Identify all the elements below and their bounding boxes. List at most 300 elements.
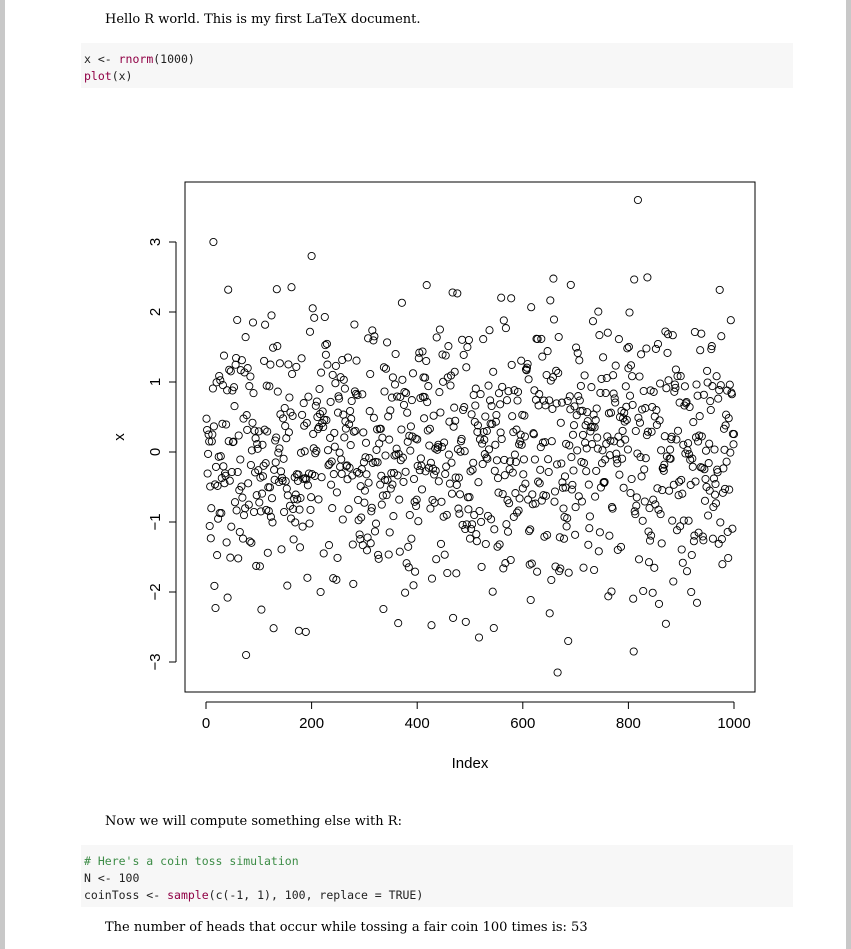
data-point — [586, 525, 593, 532]
data-point — [235, 432, 242, 439]
data-point — [456, 491, 463, 498]
y-tick-label: 1 — [147, 377, 164, 387]
data-point — [231, 403, 238, 410]
data-point — [693, 381, 700, 388]
data-point — [615, 336, 622, 343]
data-point — [672, 366, 679, 373]
data-point — [636, 373, 643, 380]
data-point — [612, 399, 619, 406]
data-point — [717, 519, 724, 526]
data-point — [707, 398, 714, 405]
data-point — [689, 463, 696, 470]
data-point — [548, 438, 555, 445]
data-point — [333, 489, 340, 496]
data-point — [448, 490, 455, 497]
data-point — [284, 492, 291, 499]
data-point — [569, 481, 576, 488]
data-point — [336, 449, 343, 456]
data-point — [499, 490, 506, 497]
data-point — [437, 409, 444, 416]
data-point — [586, 513, 593, 520]
code-fn-plot: plot — [84, 69, 112, 83]
data-point — [493, 411, 500, 418]
data-point — [248, 539, 255, 546]
data-point — [460, 351, 467, 358]
data-point — [658, 447, 665, 454]
data-point — [659, 487, 666, 494]
data-point — [688, 588, 695, 595]
data-point — [596, 332, 603, 339]
data-point — [366, 408, 373, 415]
data-point — [485, 446, 492, 453]
data-point — [551, 488, 558, 495]
data-points — [203, 196, 738, 676]
data-point — [558, 460, 565, 467]
data-point — [711, 446, 718, 453]
data-point — [497, 401, 504, 408]
data-point — [372, 520, 379, 527]
data-point — [583, 468, 590, 475]
data-point — [402, 468, 409, 475]
data-point — [593, 467, 600, 474]
data-point — [287, 515, 294, 522]
data-point — [322, 351, 329, 358]
data-point — [442, 470, 449, 477]
data-point — [441, 551, 448, 558]
data-point — [214, 552, 221, 559]
data-point — [642, 455, 649, 462]
data-point — [226, 366, 233, 373]
data-point — [537, 444, 544, 451]
data-point — [622, 436, 629, 443]
data-point — [626, 309, 633, 316]
data-point — [705, 460, 712, 467]
data-point — [258, 606, 265, 613]
data-point — [631, 276, 638, 283]
data-point — [496, 541, 503, 548]
data-point — [501, 472, 508, 479]
data-point — [471, 511, 478, 518]
data-point — [508, 295, 515, 302]
data-point — [361, 487, 368, 494]
data-point — [545, 456, 552, 463]
data-point — [511, 451, 518, 458]
data-point — [406, 511, 413, 518]
data-point — [384, 339, 391, 346]
data-point — [707, 406, 714, 413]
data-point — [514, 397, 521, 404]
data-point — [362, 439, 369, 446]
page-right-edge — [846, 0, 851, 949]
data-point — [550, 275, 557, 282]
data-point — [296, 544, 303, 551]
data-point — [473, 531, 480, 538]
data-point — [274, 388, 281, 395]
data-point — [440, 378, 447, 385]
data-point — [622, 383, 629, 390]
data-point — [288, 284, 295, 291]
data-point — [270, 344, 277, 351]
data-point — [379, 434, 386, 441]
data-point — [339, 516, 346, 523]
data-point — [568, 454, 575, 461]
data-point — [657, 380, 664, 387]
data-point — [490, 624, 497, 631]
data-point — [709, 535, 716, 542]
data-point — [624, 446, 631, 453]
data-point — [565, 637, 572, 644]
data-point — [719, 561, 726, 568]
data-point — [461, 448, 468, 455]
data-point — [704, 379, 711, 386]
data-point — [482, 540, 489, 547]
data-point — [239, 494, 246, 501]
data-point — [585, 541, 592, 548]
data-point — [462, 618, 469, 625]
data-point — [363, 547, 370, 554]
data-point — [594, 434, 601, 441]
data-point — [465, 506, 472, 513]
data-point — [281, 508, 288, 515]
data-point — [473, 538, 480, 545]
data-point — [704, 367, 711, 374]
data-point — [641, 466, 648, 473]
data-point — [259, 441, 266, 448]
data-point — [546, 610, 553, 617]
data-point — [625, 343, 632, 350]
data-point — [528, 560, 535, 567]
data-point — [360, 429, 367, 436]
data-point — [399, 376, 406, 383]
data-point — [386, 436, 393, 443]
data-point — [706, 440, 713, 447]
data-point — [491, 526, 498, 533]
data-point — [231, 499, 238, 506]
code-line-plot — [84, 68, 790, 85]
data-point — [725, 554, 732, 561]
data-point — [577, 382, 584, 389]
data-point — [404, 409, 411, 416]
middle-paragraph: Now we will compute something else with R: — [105, 814, 402, 829]
data-point — [449, 289, 456, 296]
data-point — [486, 327, 493, 334]
data-point — [595, 548, 602, 555]
data-point — [415, 518, 422, 525]
data-point — [451, 404, 458, 411]
data-point — [385, 551, 392, 558]
data-point — [410, 475, 417, 482]
data-point — [632, 427, 639, 434]
data-point — [476, 507, 483, 514]
data-point — [280, 415, 287, 422]
data-point — [683, 568, 690, 575]
data-point — [212, 463, 219, 470]
data-point — [567, 281, 574, 288]
data-point — [634, 196, 641, 203]
data-point — [277, 411, 284, 418]
data-point — [293, 363, 300, 370]
data-point — [320, 550, 327, 557]
data-point — [727, 449, 734, 456]
data-point — [280, 455, 287, 462]
data-point — [619, 427, 626, 434]
data-point — [423, 282, 430, 289]
data-point — [531, 387, 538, 394]
data-point — [494, 475, 501, 482]
data-point — [500, 317, 507, 324]
data-point — [581, 372, 588, 379]
y-tick-label: −2 — [147, 583, 164, 601]
data-point — [548, 576, 555, 583]
data-point — [575, 493, 582, 500]
data-point — [227, 554, 234, 561]
plot-frame — [185, 182, 755, 692]
data-point — [640, 587, 647, 594]
data-point — [208, 505, 215, 512]
data-point — [536, 480, 543, 487]
data-point — [408, 397, 415, 404]
data-point — [658, 540, 665, 547]
data-point — [207, 535, 214, 542]
data-point — [589, 318, 596, 325]
code-args: (c(-1, 1), 100, replace = TRUE) — [208, 888, 424, 902]
data-point — [654, 485, 661, 492]
code-var: coinToss <- — [84, 888, 168, 902]
data-point — [502, 325, 509, 332]
code-line-assign — [84, 51, 790, 68]
data-point — [566, 393, 573, 400]
data-point — [218, 510, 225, 517]
data-point — [267, 361, 274, 368]
data-point — [447, 382, 454, 389]
data-point — [345, 506, 352, 513]
y-tick-label: 0 — [147, 447, 164, 457]
data-point — [220, 463, 227, 470]
data-point — [344, 354, 351, 361]
data-point — [363, 471, 370, 478]
data-point — [494, 543, 501, 550]
data-point — [726, 381, 733, 388]
data-point — [448, 459, 455, 466]
data-point — [331, 429, 338, 436]
data-point — [515, 507, 522, 514]
y-axis — [147, 238, 176, 671]
data-point — [667, 446, 674, 453]
data-point — [350, 580, 357, 587]
data-point — [655, 600, 662, 607]
code-line-sample — [84, 887, 790, 904]
data-point — [227, 368, 234, 375]
data-point — [329, 371, 336, 378]
data-point — [273, 286, 280, 293]
data-point — [299, 411, 306, 418]
data-point — [309, 305, 316, 312]
data-point — [698, 330, 705, 337]
data-point — [643, 345, 650, 352]
x-axis — [202, 702, 751, 732]
data-point — [206, 522, 213, 529]
code-args: (x) — [111, 69, 133, 83]
data-point — [716, 286, 723, 293]
data-point — [230, 438, 237, 445]
data-point — [247, 373, 254, 380]
data-point — [560, 505, 567, 512]
data-point — [576, 397, 583, 404]
data-point — [272, 459, 279, 466]
data-point — [459, 336, 466, 343]
data-point — [478, 518, 485, 525]
data-point — [602, 389, 609, 396]
data-point — [395, 620, 402, 627]
data-point — [576, 357, 583, 364]
data-point — [727, 317, 734, 324]
data-point — [572, 504, 579, 511]
data-point — [646, 537, 653, 544]
data-point — [604, 329, 611, 336]
data-point — [271, 466, 278, 473]
data-point — [370, 414, 377, 421]
data-point — [469, 521, 476, 528]
data-point — [386, 529, 393, 536]
data-point — [284, 582, 291, 589]
data-point — [398, 299, 405, 306]
data-point — [334, 554, 341, 561]
data-point — [690, 419, 697, 426]
data-point — [636, 419, 643, 426]
data-point — [539, 353, 546, 360]
data-point — [367, 370, 374, 377]
data-point — [437, 540, 444, 547]
data-point — [579, 431, 586, 438]
data-point — [403, 560, 410, 567]
data-point — [468, 411, 475, 418]
data-point — [627, 489, 634, 496]
data-point — [467, 468, 474, 475]
data-point — [644, 274, 651, 281]
data-point — [311, 314, 318, 321]
data-point — [306, 520, 313, 527]
data-point — [664, 349, 671, 356]
data-point — [498, 294, 505, 301]
data-point — [391, 381, 398, 388]
data-point — [436, 389, 443, 396]
data-point — [521, 433, 528, 440]
y-tick-label: 2 — [147, 307, 164, 317]
data-point — [228, 523, 235, 530]
data-point — [430, 412, 437, 419]
data-point — [246, 383, 253, 390]
data-point — [593, 405, 600, 412]
data-point — [317, 588, 324, 595]
data-point — [723, 458, 730, 465]
data-point — [453, 570, 460, 577]
result-paragraph: The number of heads that occur while tossing a fair coin 100 times is: 53 — [105, 920, 588, 935]
code-args: (1000) — [153, 52, 195, 66]
data-point — [726, 486, 733, 493]
data-point — [685, 440, 692, 447]
data-point — [276, 360, 283, 367]
data-point — [628, 475, 635, 482]
data-point — [407, 423, 414, 430]
data-point — [405, 564, 412, 571]
code-var: x <- — [84, 52, 119, 66]
data-point — [283, 485, 290, 492]
x-tick-label: 0 — [201, 715, 211, 732]
data-point — [418, 486, 425, 493]
data-point — [382, 365, 389, 372]
y-axis-label: x — [111, 433, 128, 441]
data-point — [454, 290, 461, 297]
data-point — [450, 614, 457, 621]
data-point — [203, 415, 210, 422]
data-point — [278, 546, 285, 553]
data-point — [417, 455, 424, 462]
data-point — [564, 515, 571, 522]
data-point — [592, 493, 599, 500]
data-point — [508, 361, 515, 368]
intro-paragraph: Hello R world. This is my first LaTeX document. — [105, 12, 421, 27]
data-point — [555, 333, 562, 340]
data-point — [259, 473, 266, 480]
data-point — [367, 540, 374, 547]
data-point — [498, 435, 505, 442]
data-point — [663, 385, 670, 392]
data-point — [620, 484, 627, 491]
data-point — [389, 481, 396, 488]
data-point — [402, 589, 409, 596]
data-point — [250, 508, 257, 515]
data-point — [503, 521, 510, 528]
data-point — [565, 569, 572, 576]
data-point — [398, 426, 405, 433]
data-point — [702, 447, 709, 454]
data-point — [525, 376, 532, 383]
data-point — [304, 574, 311, 581]
data-point — [445, 451, 452, 458]
data-point — [338, 456, 345, 463]
data-point — [465, 336, 472, 343]
data-point — [285, 361, 292, 368]
data-point — [328, 481, 335, 488]
data-point — [390, 513, 397, 520]
data-point — [650, 496, 657, 503]
data-point — [531, 456, 538, 463]
data-point — [665, 377, 672, 384]
data-point — [307, 506, 314, 513]
data-point — [207, 483, 214, 490]
data-point — [585, 481, 592, 488]
data-point — [692, 478, 699, 485]
data-point — [292, 519, 299, 526]
data-point — [205, 450, 212, 457]
data-point — [289, 370, 296, 377]
data-point — [504, 528, 511, 535]
data-point — [497, 429, 504, 436]
data-point — [290, 536, 297, 543]
data-point — [546, 397, 553, 404]
data-point — [464, 344, 471, 351]
x-tick-label: 200 — [299, 715, 325, 732]
data-point — [387, 407, 394, 414]
data-point — [610, 372, 617, 379]
data-point — [239, 535, 246, 542]
data-point — [274, 343, 281, 350]
data-point — [561, 473, 568, 480]
data-point — [528, 304, 535, 311]
data-point — [580, 459, 587, 466]
data-point — [633, 494, 640, 501]
data-point — [327, 434, 334, 441]
